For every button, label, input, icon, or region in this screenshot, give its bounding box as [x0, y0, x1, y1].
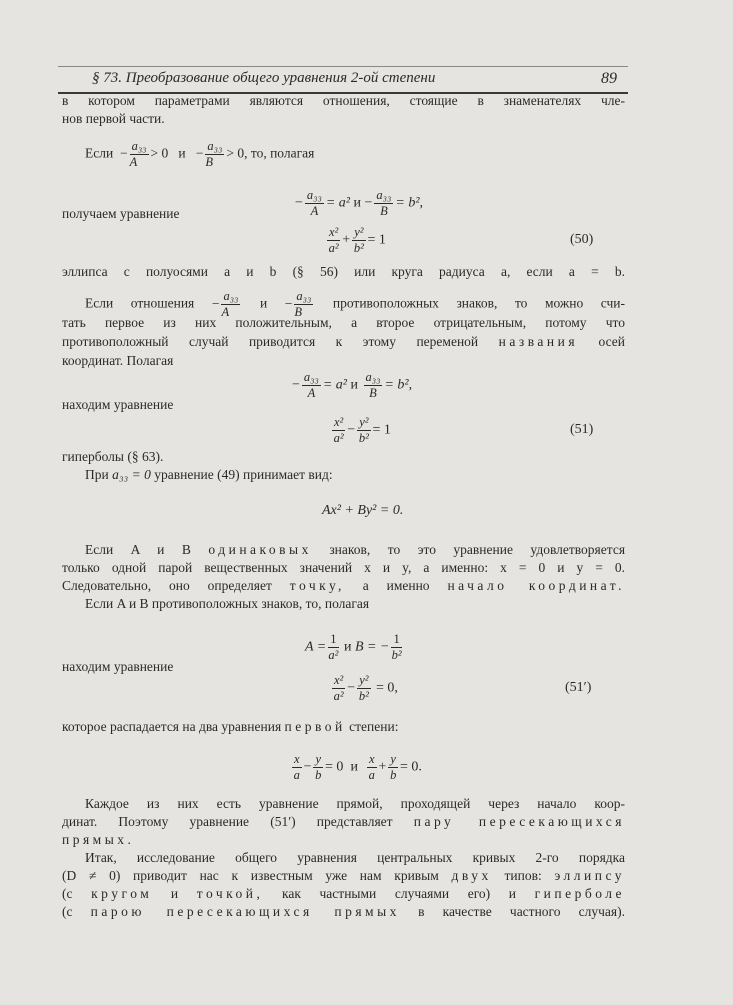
word: , то, полагая: [244, 145, 315, 161]
page-number: 89: [601, 70, 617, 87]
formula-AB-def: A = $\frac{1}{\text{a²}}$ и B = − $\frac{1}{\text{b²}}$: [305, 632, 402, 662]
equation-number: (51′): [565, 680, 592, 695]
text-line: Если A и B противоположных знаков, то, полагая: [85, 596, 370, 611]
formula-lines: $\frac{x}{a}$ − $\frac{y}{b}$ = 0 и $\frac{x}{a}$ + $\frac{y}{b}$ = 0.: [293, 752, 422, 782]
text-line: динат. Поэтому уравнение (51′) представляет пару пересекающихся: [62, 814, 625, 829]
formula-ellipse: $\frac{\text{x²}}{\text{a²}}$ + $\frac{\text{y²}}{\text{b²}}$ = 1: [328, 225, 386, 255]
fraction: $\frac{\text{a₃₃}}{B}$: [205, 139, 223, 169]
text-line: в котором параметрами являются отношения, стоящие в знаменателях чле-: [62, 93, 625, 108]
text-line: противоположный случай приводится к этому переменой названия осей: [62, 334, 625, 349]
formula-hyperbola-def: − $\frac{\text{a₃₃}}{A}$ = a² и $\frac{\text{a₃₃}}{B}$ = b²,: [292, 370, 413, 400]
text-line: которое распадается на два уравнения первой степени:: [62, 719, 399, 734]
formula-degenerate: Ax² + By² = 0.: [322, 503, 404, 518]
text-line: получаем уравнение: [62, 206, 180, 221]
text-line: только одной парой вещественных значений x и y, а именно: x = 0 и y = 0.: [62, 560, 625, 575]
math: −: [119, 145, 128, 161]
text-line: При a₃₃ = 0 уравнение (49) принимает вид:: [85, 467, 333, 482]
running-header: [62, 70, 625, 90]
text-line: прямых.: [62, 832, 135, 847]
text-line: Если A и B одинаковых знаков, то это уравнение удовлетворяется: [85, 542, 626, 557]
text-line: (D ≠ 0) приводит нас к известным уже нам кривым двух типов: эллипсу: [62, 868, 626, 883]
text-line: гиперболы (§ 63).: [62, 449, 164, 464]
text-line: [85, 139, 625, 170]
math: −: [195, 145, 204, 161]
text-line: Каждое из них есть уравнение прямой, проходящей через начало коор-: [85, 796, 625, 811]
text-line: (с кругом и точкой, как частными случаями его) и гиперболе: [62, 886, 626, 901]
text-line: находим уравнение: [62, 659, 174, 674]
fraction: $\frac{\text{a₃₃}}{A}$: [129, 139, 147, 169]
formula-ab-def: − $\frac{\text{a₃₃}}{A}$ = a² и − $\frac{\text{a₃₃}}{B}$ = b²,: [295, 188, 424, 218]
equation-number: (50): [570, 232, 594, 247]
text-line: Если отношения − $\frac{\text{a₃₃}}{A}$ и − $\frac{\text{a₃₃}}{B}$ противоположных знаков, то можно счи-: [85, 289, 626, 319]
text-line: Итак, исследование общего уравнения центральных кривых 2-го порядка: [85, 850, 625, 865]
text-line: эллипса с полуосями a и b (§ 56) или круга радиуса a, если a = b.: [62, 264, 625, 279]
text-line: тать первое из них положительным, а второе отрицательным, потому что: [62, 315, 625, 330]
formula-pair-lines: $\frac{\text{x²}}{\text{a²}}$ − $\frac{\text{y²}}{\text{b²}}$ = 0,: [333, 673, 398, 703]
formula-hyperbola: $\frac{\text{x²}}{\text{a²}}$ − $\frac{\text{y²}}{\text{b²}}$ = 1: [333, 415, 391, 445]
text-line: (с парою пересекающихся прямых в качестве частного случая).: [62, 904, 626, 919]
math: > 0: [226, 145, 245, 161]
word: Если: [85, 145, 114, 161]
text-line: координат. Полагая: [62, 353, 174, 368]
text-line: Следовательно, оно определяет точку, а именно начало координат.: [62, 578, 626, 593]
math: > 0: [150, 145, 169, 161]
text-line: находим уравнение: [62, 397, 174, 412]
word: и: [178, 145, 186, 161]
section-title: § 73. Преобразование общего уравнения 2-ой степени: [92, 70, 436, 86]
equation-number: (51): [570, 422, 594, 437]
top-rule: [58, 66, 628, 67]
text-line: нов первой части.: [62, 111, 165, 126]
